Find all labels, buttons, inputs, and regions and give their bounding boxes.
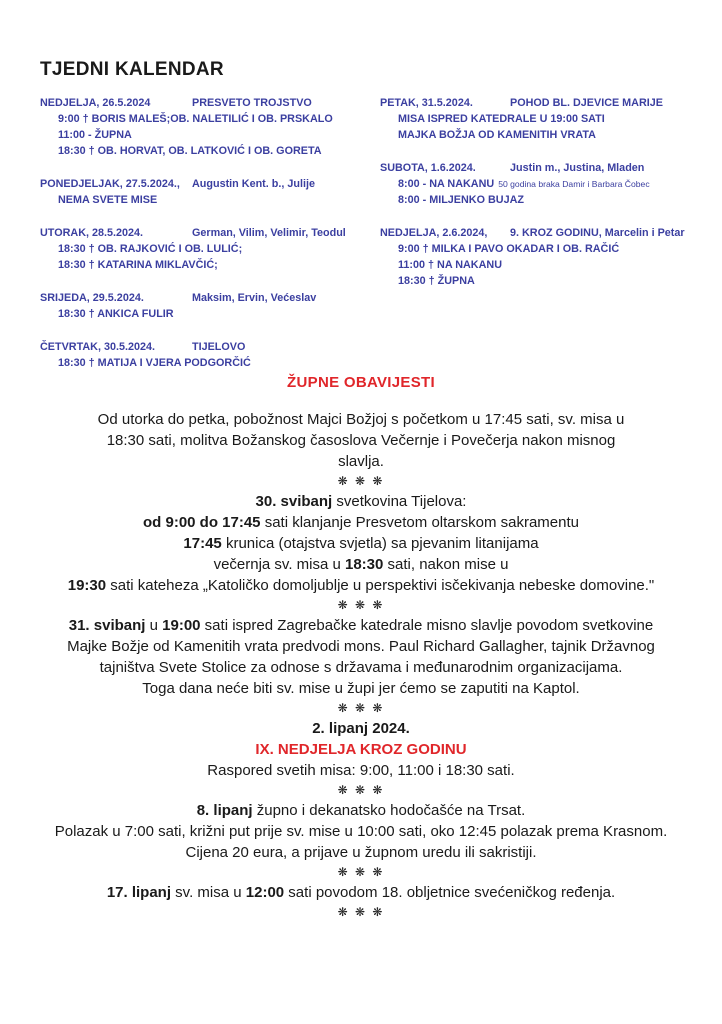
mass-text: 8:00 - NA NAKANU bbox=[398, 178, 495, 190]
mass-text: NEMA SVETE MISE bbox=[58, 194, 158, 206]
mass-intention bbox=[380, 176, 710, 192]
mass-text: MISA ISPRED KATEDRALE U 19:00 SATI bbox=[398, 113, 605, 125]
day-date: NEDJELJA, 26.5.2024 bbox=[40, 97, 151, 109]
calendar-day bbox=[380, 160, 710, 208]
mass-intention bbox=[380, 257, 710, 273]
date-bold: 8. lipanj bbox=[196, 802, 253, 819]
page-title: TJEDNI KALENDAR bbox=[40, 59, 224, 80]
text: večernja sv. misa u bbox=[213, 556, 345, 573]
notice-anniversary bbox=[0, 882, 722, 903]
text: sati kateheza „Katoličko domoljublje u perspektivi isčekivanja nebeske domovine." bbox=[106, 577, 655, 594]
notice-date-june2: 2. lipanj 2024. bbox=[312, 720, 410, 737]
text: sati klanjanje Presvetom oltarskom sakramentu bbox=[260, 514, 579, 531]
notice-pilgrimage-head bbox=[0, 800, 722, 821]
separator-stars: ❋ ❋ ❋ bbox=[337, 905, 385, 919]
day-header bbox=[40, 339, 370, 355]
day-saints: POHOD BL. DJEVICE MARIJE bbox=[510, 97, 663, 109]
mass-intention bbox=[40, 111, 370, 127]
notices-title: ŽUPNE OBAVIJESTI bbox=[287, 374, 435, 391]
date-bold: 31. svibanj bbox=[68, 617, 146, 634]
mass-intention bbox=[380, 192, 710, 208]
text: župno i dekanatsko hodočašće na Trsat. bbox=[252, 802, 526, 819]
parish-notices bbox=[0, 372, 722, 922]
day-saints: PRESVETO TROJSTVO bbox=[192, 97, 312, 109]
day-saints: TIJELOVO bbox=[192, 341, 246, 353]
day-date: UTORAK, 28.5.2024. bbox=[40, 227, 144, 239]
day-header bbox=[380, 160, 710, 176]
day-date: PETAK, 31.5.2024. bbox=[380, 97, 473, 109]
calendar-day bbox=[40, 290, 370, 322]
calendar-day bbox=[380, 95, 710, 143]
text: sati, nakon mise u bbox=[383, 556, 509, 573]
calendar-right-column bbox=[380, 95, 710, 306]
notice-corpus-christi-line3 bbox=[0, 554, 722, 575]
date-bold: 17. lipanj bbox=[106, 884, 172, 901]
notice-mass-schedule: Raspored svetih misa: 9:00, 11:00 i 18:30 sati. bbox=[207, 762, 515, 779]
mass-intention bbox=[380, 111, 710, 127]
notice-pilgrimage-details: Polazak u 7:00 sati, križni put prije sv. mise u 10:00 sati, oko 12:45 polazak prema Krasnom. Cijena 20 eura, a prijave u župnom uredu ili sakristiji. bbox=[54, 823, 668, 861]
day-date: SRIJEDA, 29.5.2024. bbox=[40, 292, 144, 304]
calendar-day bbox=[40, 176, 370, 208]
text: krunica (otajstva svjetla) sa pjevanim litanijama bbox=[221, 535, 539, 552]
notice-corpus-christi-head bbox=[0, 491, 722, 512]
notice-devotion: Od utorka do petka, pobožnost Majci Božjoj s početkom u 17:45 sati, sv. misa u 18:30 sati, molitva Božanskog časoslova Večernje i Povečerja nakon misnog slavlja. bbox=[97, 411, 625, 470]
time-bold: 19:30 bbox=[67, 577, 107, 594]
mass-intention bbox=[40, 355, 370, 371]
separator-stars: ❋ ❋ ❋ bbox=[337, 865, 385, 879]
time-bold: 17:45 bbox=[183, 535, 222, 552]
mass-text: 18:30 † KATARINA MIKLAVČIĆ; bbox=[58, 259, 218, 271]
mass-intention bbox=[40, 257, 370, 273]
mass-intention bbox=[380, 241, 710, 257]
day-saints: Maksim, Ervin, Većeslav bbox=[192, 292, 317, 304]
mass-intention bbox=[380, 127, 710, 143]
day-header bbox=[40, 225, 370, 241]
calendar-left-column bbox=[40, 95, 370, 388]
notice-no-mass: Toga dana neće biti sv. mise u župi jer ćemo se zaputiti na Kaptol. bbox=[142, 680, 580, 697]
mass-intention bbox=[40, 192, 370, 208]
mass-note: 50 godina braka Damir i Barbara Čobec bbox=[498, 179, 650, 189]
text: u bbox=[145, 617, 163, 634]
mass-text: 9:00 † BORIS MALEŠ;OB. NALETILIĆ I OB. PRSKALO bbox=[58, 113, 333, 125]
calendar-day bbox=[40, 95, 370, 159]
mass-intention bbox=[40, 241, 370, 257]
day-date: SUBOTA, 1.6.2024. bbox=[380, 162, 476, 174]
day-saints: 9. KROZ GODINU, Marcelin i Petar bbox=[510, 227, 685, 239]
mass-text: 11:00 - ŽUPNA bbox=[58, 129, 132, 141]
mass-text: 11:00 † NA NAKANU bbox=[398, 259, 502, 271]
text: svetkovina Tijelova: bbox=[332, 493, 467, 510]
mass-intention bbox=[40, 143, 370, 159]
day-header bbox=[40, 176, 370, 192]
mass-text: 18:30 † OB. RAJKOVIĆ I OB. LULIĆ; bbox=[58, 243, 243, 255]
time-bold: 18:30 bbox=[345, 556, 384, 573]
mass-intention bbox=[40, 306, 370, 322]
time-bold: 12:00 bbox=[245, 884, 285, 901]
mass-text: 18:30 † ANKICA FULIR bbox=[58, 308, 174, 320]
day-date: PONEDJELJAK, 27.5.2024., bbox=[40, 178, 180, 190]
mass-intention bbox=[380, 273, 710, 289]
mass-text: 8:00 - MILJENKO BUJAZ bbox=[398, 194, 524, 206]
separator-stars: ❋ ❋ ❋ bbox=[337, 474, 385, 488]
notice-corpus-christi-line2 bbox=[0, 533, 722, 554]
notice-corpus-christi-line4 bbox=[0, 575, 722, 596]
separator-stars: ❋ ❋ ❋ bbox=[337, 598, 385, 612]
time-bold: 19:00 bbox=[162, 617, 201, 634]
notice-sunday-title: IX. NEDJELJA KROZ GODINU bbox=[255, 741, 467, 758]
calendar-day bbox=[40, 339, 370, 371]
text: sati ispred Zagrebačke katedrale misno slavlje povodom svetkovine Majke Božje od Kamenitih vrata predvodi mons. Paul Richard Gallagher, tajnik Državnog tajništva Svete Stolice za odnose s državama i međunarodnim organizacijama. bbox=[67, 617, 655, 676]
notice-corpus-christi-line1 bbox=[0, 512, 722, 533]
calendar-day bbox=[380, 225, 710, 289]
notice-kamenita-vrata bbox=[0, 615, 722, 678]
text: sati povodom 18. obljetnice svećeničkog ređenja. bbox=[284, 884, 616, 901]
mass-text: MAJKA BOŽJA OD KAMENITIH VRATA bbox=[398, 129, 596, 141]
text: sv. misa u bbox=[171, 884, 246, 901]
day-header bbox=[40, 290, 370, 306]
calendar-day bbox=[40, 225, 370, 273]
mass-text: 18:30 † MATIJA I VJERA PODGORČIĆ bbox=[58, 357, 251, 369]
separator-stars: ❋ ❋ ❋ bbox=[337, 783, 385, 797]
day-header bbox=[40, 95, 370, 111]
mass-text: 18:30 † ŽUPNA bbox=[398, 275, 475, 287]
day-saints: Justin m., Justina, Mladen bbox=[510, 162, 645, 174]
day-header bbox=[380, 225, 710, 241]
mass-text: 9:00 † MILKA I PAVO OKADAR I OB. RAČIĆ bbox=[398, 243, 620, 255]
day-header bbox=[380, 95, 710, 111]
mass-intention bbox=[40, 127, 370, 143]
day-saints: German, Vilim, Velimir, Teodul bbox=[192, 227, 346, 239]
time-bold: od 9:00 do 17:45 bbox=[142, 514, 261, 531]
day-date: NEDJELJA, 2.6.2024, bbox=[380, 227, 488, 239]
separator-stars: ❋ ❋ ❋ bbox=[337, 701, 385, 715]
day-saints: Augustin Kent. b., Julije bbox=[192, 178, 315, 190]
date-bold: 30. svibanj bbox=[255, 493, 333, 510]
day-date: ČETVRTAK, 30.5.2024. bbox=[40, 341, 156, 353]
mass-text: 18:30 † OB. HORVAT, OB. LATKOVIĆ I OB. GORETA bbox=[58, 145, 322, 157]
